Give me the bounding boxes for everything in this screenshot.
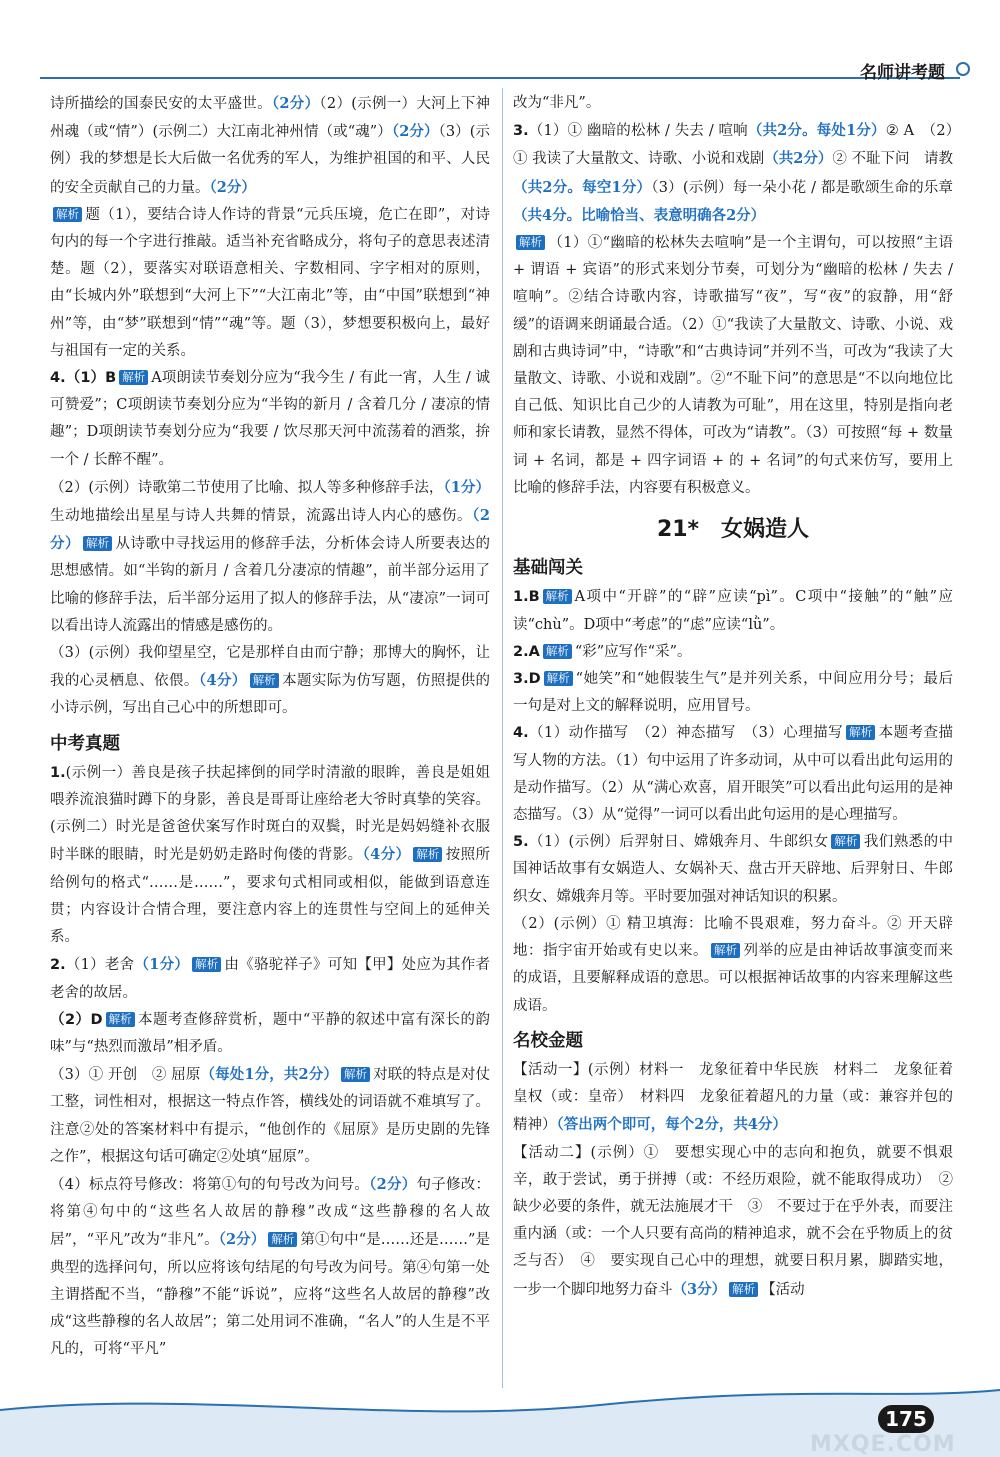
analysis-tag: 解析	[83, 536, 112, 551]
answer-continued: 改为“非凡”。	[513, 95, 601, 111]
zhongkao-answer-2-2: （2）D 解析 本题考查修辞赏析，题中“平静的叙述中富有深长的韵味”与“热烈而激昂”相矛盾。	[50, 1011, 490, 1055]
zhongkao-answer-1: 1.(示例一）善良是孩子扶起摔倒的同学时清澈的眼眸，善良是姐姐喂养流浪猫时蹲下的身影，善良是哥哥让座给老大爷时真挚的笑容。(示例二）时光是爸爸伏案写作时斑白的双鬓，时光是妈妈缝补衣服时半眯的眼睛，时光是奶奶走路时佝偻的背影。（4分） 解析 按照所给例句的格式“……是……”，要求句式相同或相似，能做到语意连贯；内容设计合情合理，要注意内容上的连贯性与空间上的延伸关系。	[50, 764, 491, 946]
answer-4-3: （3）(示例）我仰望星空，它是那样自由而宁静；那博大的胸怀，让我的心灵栖息、依偎。（4分） 解析 本题实际为仿写题，仿照提供的小诗示例，写出自己心中的所想即可。	[50, 645, 491, 717]
header-rule	[40, 77, 960, 79]
basic-answer-1: 1.B 解析 A项中“开辟”的“辟”应读“pì”。C项中“接触”的“触”应读“chù”。D项中“考虑”的“虑”应读“lǜ”。	[513, 589, 953, 633]
basic-answer-5: 5.（1）(示例）后羿射日、嫦娥奔月、牛郎织女 解析 我们熟悉的中国神话故事有女娲造人、女娲补天、盘古开天辟地、后羿射日、牛郎织女、嫦娥奔月等。平时要加强对神话知识的积累。	[513, 834, 953, 905]
analysis-3-right: 解析 （1）①“幽暗的松林失去喧响”是一个主谓句，可以按照“主语 + 谓语 + 宾语”的形式来划分节奏，可划分为“幽暗的松林 / 失去 / 喧响”。②结合诗歌内容，诗歌描写“夜”，写“夜”的寂静，用“舒缓”的语调来朗诵最合适。（2）①“我读了大量散文、诗歌、小说、戏剧和古典诗词”中，“诗歌”和“古典诗词”并列不当，可改为“我读了大量散文、诗歌、小说和戏剧”。②“不耻下问”的意思是“不以向地位比自己低、知识比自己少的人请教为可耻”，用在这里，特别是指向老师和家长请教，显然不得体，可改为“请教”。（3）可按照“每 + 数量词 + 名词，都是 + 四字词语 + 的 + 名词”的句式来仿写，要用上比喻的修辞手法，内容要有积极意义。	[513, 235, 953, 496]
chapter-title: 21* 女娲造人	[656, 517, 810, 543]
analysis-tag: 解析	[711, 943, 740, 958]
analysis-tag: 解析	[341, 1067, 370, 1082]
analysis-tag: 解析	[250, 673, 279, 688]
answer-3: 3.（1）① 幽暗的松林 / 失去 / 喧响（共2分。每处1分）② A （2）① 我读了大量散文、诗歌、小说和戏剧（共2分）② 不耻下问 请教（共2分。每空1分）（3）(示例）每一朵小花 / 都是歌颂生命的乐章（共4分。比喻恰当、表意明确各2分）	[513, 122, 954, 224]
analysis-tag: 解析	[119, 370, 148, 385]
analysis-tag: 解析	[846, 725, 875, 740]
analysis-tag: 解析	[544, 671, 573, 686]
basic-answer-4: 4.（1）动作描写 （2）神态描写 （3）心理描写 解析 本题考查描写人物的方法。（1）句中运用了许多动词，从中可以看出此句运用的是动作描写。（2）从“满心欢喜，眉开眼笑”可以看出此句运用的是神态描写。（3）从“觉得”一词可以看出此句运用的是心理描写。	[513, 725, 953, 824]
column-divider	[502, 88, 503, 1388]
activity-2: 【活动二】(示例）① 要想实现心中的志向和抱负，就要不惧艰辛，敢于尝试，勇于拼搏（或：不经历艰险，就不能取得成功） ② 缺少必要的条件，就无法施展才干 ③ 不要过于在乎外表，而要注重内涵（或：一个人只要有高尚的精神追求，就不会在乎物质上的贫乏与否） ④ 要实现自己心中的理想，就要日积月累，脚踏实地，一步一个脚印地努力奋斗（3分） 解析 【活动	[513, 1144, 968, 1298]
answer-4-2: （2）(示例）诗歌第二节使用了比喻、拟人等多种修辞手法，（1分）生动地描绘出星星与诗人共舞的情景，流露出诗人内心的感伤。（2分） 解析 从诗歌中寻找运用的修辞手法，分析体会诗人所要表达的思想感情。如“半钩的新月 / 含着几分凄凉的情趣”，前半部分运用了比喻的修辞手法，后半部分运用了拟人的修辞手法，从“凄凉”一词可以看出诗人流露出的情感是感伤的。	[50, 478, 491, 634]
answer-3-continued: 诗所描绘的国泰民安的太平盛世。（2分）（2）(示例一）大河上下神州魂（或“情”）(示例二）大江南北神州情（或“魂”）（2分）（3）(示例）我的梦想是长大后做一名优秀的军人，为维护祖国的和平、人民的安全贡献自己的力量。（2分）	[50, 95, 491, 196]
header-circle-icon	[956, 62, 970, 76]
answer-4: 4.（1）B 解析 A项朗读节奏划分应为“我今生 / 有此一宵，人生 / 诚可赞爱”；C项朗读节奏划分应为“半钩的新月 / 含着几分 / 凄凉的情趣”；D项朗读节奏划分应为“我要 / 饮尽那天河中流荡着的酒浆，拚一个 / 长醉不醒”。	[50, 370, 490, 468]
analysis-tag: 解析	[516, 235, 545, 250]
analysis-tag: 解析	[268, 1232, 297, 1247]
section-heading-jichu: 基础闯关	[513, 558, 583, 579]
analysis-tag: 解析	[729, 1282, 758, 1297]
right-column	[513, 90, 968, 1304]
page-number: 175	[878, 1405, 934, 1433]
analysis-3: 解析 题（1），要结合诗人作诗的背景“元兵压境，危亡在即”，对诗句内的每一个字进行推敲。适当补充省略成分，将句子的意思表述清楚。题（2），要落实对联语意相关、字数相同、字字相对的原则，由“长城内外”联想到“大河上下”“大江南北”等，由“中国”联想到“神州”等，由“梦”联想到“情”“魂”等。题（3），梦想要积极向上，最好与祖国有一定的关系。	[50, 206, 490, 359]
watermark-text: MXQE.COM	[810, 1432, 956, 1457]
analysis-tag: 解析	[831, 834, 860, 849]
analysis-tag: 解析	[413, 847, 442, 862]
analysis-tag: 解析	[543, 589, 572, 604]
analysis-tag: 解析	[53, 207, 82, 222]
zhongkao-answer-2-1: 2.（1）老舍（1分） 解析 由《骆驼祥子》可知【甲】处应为其作者老舍的故居。	[50, 956, 491, 1001]
header-title: 名师讲考题	[860, 63, 945, 83]
zhongkao-answer-2-3: （3）① 开创 ② 屈原（每处1分，共2分） 解析 对联的特点是对仗工整，词性相对，根据这一特点作答，横线处的词语就不难填写了。注意②处的答案材料中有提示，“他创作的《屈原》是历史剧的先锋之作”，根据这句话可确定②处填“屈原”。	[50, 1066, 490, 1165]
basic-answer-5-2: （2）(示例）① 精卫填海：比喻不畏艰难，努力奋斗。② 开天辟地：指宇宙开始或有史以来。 解析 列举的应是由神话故事演变而来的成语，且要解释成语的意思。可以根据神话故事的内容来理解这些成语。	[513, 915, 953, 1014]
analysis-tag: 解析	[192, 957, 221, 972]
basic-answer-2: 2.A 解析 “彩”应写作“采”。	[513, 643, 692, 660]
basic-answer-3: 3.D 解析 “她笑”和“她假装生气”是并列关系，中间应用分号；最后一句是对上文的解释说明，应用冒号。	[513, 671, 953, 715]
left-column	[50, 90, 490, 1363]
section-heading-mingxiao: 名校金题	[513, 1030, 583, 1051]
analysis-tag: 解析	[543, 644, 572, 659]
analysis-tag: 解析	[106, 1012, 135, 1027]
zhongkao-answer-2-4: （4）标点符号修改：将第①句的句号改为问号。（2分）句子修改：将第④句中的“这些名人故居的静穆”改成“这些静穆的名人故居”，“平凡”改为“非凡”。（2分） 解析 第①句中“是……还是……”是典型的选择问句，所以应将该句结尾的句号改为问号。第④句第一处主谓搭配不当，“静穆”不能“诉说”，应将“这些名人故居的静穆”改成“这些静穆的名人故居”；第二处用词不准确，“名人”的人生是不平凡的，可将“平凡”	[50, 1175, 491, 1358]
section-heading-zhongkao: 中考真题	[50, 733, 120, 754]
activity-1: 【活动一】(示例）材料一 龙象征着中华民族 材料二 龙象征着皇权（或：皇帝） 材料四 龙象征着超凡的力量（或：兼容并包的精神）（答出两个即可，每个2分，共4分）	[513, 1061, 953, 1134]
